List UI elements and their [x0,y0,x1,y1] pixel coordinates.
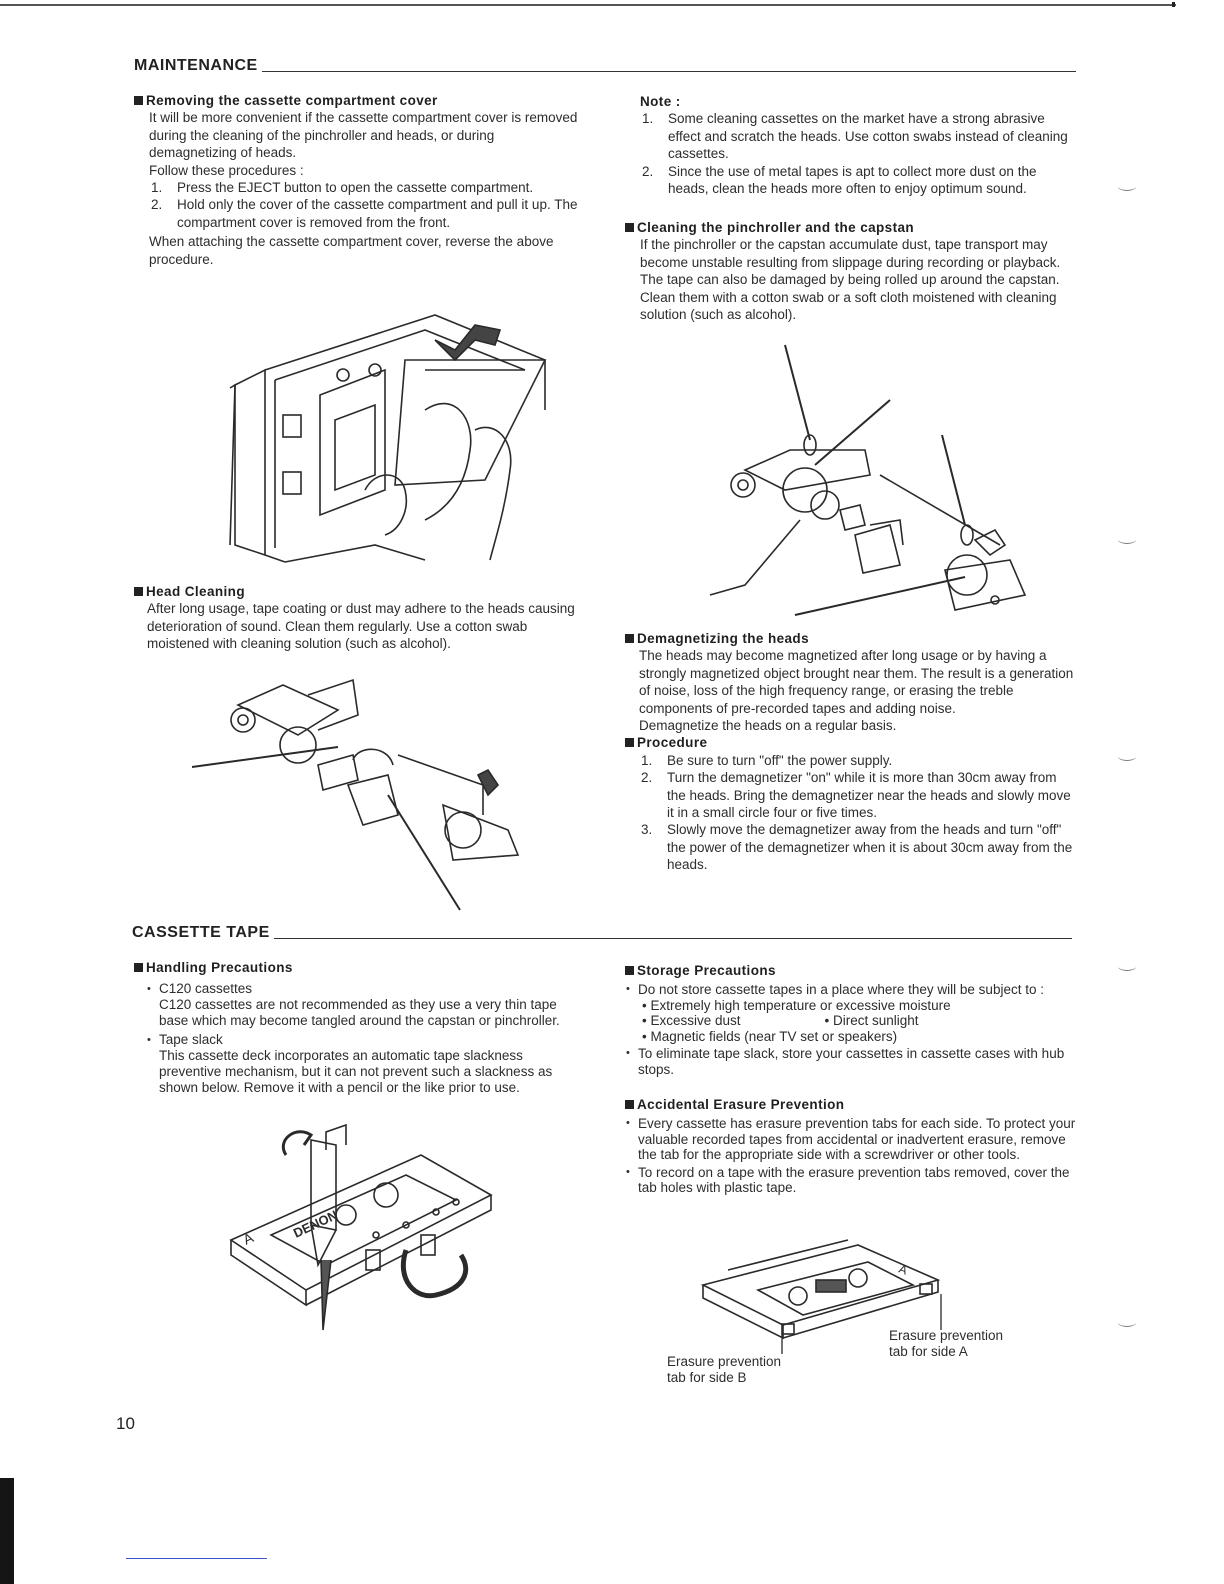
handling-heading: Handling Precautions [134,959,582,977]
slack-text: This cassette deck incorporates an automatic tape slackness preventive mechanism, but it can not prevent such a slackness as shown below. Remove it with a pencil or the like prior to use. [159,1048,553,1095]
erasure-label-side-b: Erasure prevention tab for side B [667,1354,782,1385]
section-title-text: CASSETTE TAPE [132,924,270,941]
erasure-item-text: • Every cassette has erasure prevention tabs for each side. To protect your valuable recorded tapes from accidental or inadvertent erasure, remove the tab for the appropriate side with a screwdriver or other tools. [638,1116,1076,1163]
demagnetizing-text-2: Demagnetize the heads on a regular basis. [639,718,897,734]
head-cleaning-text: After long usage, tape coating or dust may adhere to the heads causing deterioration of sound. Clean them regularly. Use a cotton swab moistened with cleaning solution (such as alcohol). [147,601,575,652]
cassette-brand-label: DENON [290,1207,340,1241]
section-title-text: MAINTENANCE [134,57,258,74]
c120-title: • C120 cassettes [159,981,253,996]
erasure-heading: Accidental Erasure Prevention [625,1096,1077,1114]
demagnetizing-text: The heads may become magnetized after long usage or by having a strongly magnetized object brought near them. The result is a generation of noise, loss of the high frequency range, or erasing the treble components of pre-recorded tapes and adding noise. [639,648,1074,716]
note-item: 2. Since the use of metal tapes is apt to collect more dust on the heads, clean the heads more often to enjoy optimum sound. [642,163,1037,197]
storage-item-text: • Do not store cassette tapes in a place where they will be subject to : [638,982,1044,997]
erasure-side-letter: A [896,1261,910,1278]
erasure-label-side-a: Erasure prevention tab for side A [889,1328,1004,1359]
pinchroller-text-2: Clean them with a cotton swab or a soft cloth moistened with cleaning solution (such as alcohol). [640,289,1057,323]
erasure-item-text: • To record on a tape with the erasure prevention tabs removed, cover the tab holes with plastic tape. [638,1164,1070,1196]
removing-follow: Follow these procedures : [149,162,304,178]
note-heading: Note : [640,94,681,109]
pinchroller-heading: Cleaning the pinchroller and the capstan [625,219,1076,236]
storage-heading: Storage Precautions [625,962,1077,980]
pinchroller-text: If the pinchroller or the capstan accumulate dust, tape transport may become unstable resulting from slippage during recording or playback. The tape can also be damaged by being rolled up around the capstan. [640,237,1061,288]
page-number: 10 [116,1414,135,1433]
demagnetizing-heading: Demagnetizing the heads [625,630,1076,647]
removing-intro: It will be more convenient if the cassette compartment cover is removed during the cleaning of the pinchroller and heads, or during demagnetizing of heads. [149,110,578,161]
removing-heading: Removing the cassette compartment cover [134,92,584,109]
procedure-step: 2. Turn the demagnetizer "on" while it is more than 30cm away from the heads. Bring the demagnetizer near the heads and slowly move it in a small circle four or five times. [641,770,1071,821]
procedure-step: 1. Be sure to turn "off" the power supply. [641,752,893,768]
slack-title: • Tape slack [159,1032,223,1047]
storage-sub-item: • Excessive dust • Direct sunlight [642,1013,919,1029]
removing-step: 1. Press the EJECT button to open the cassette compartment. [151,180,534,196]
head-cleaning-heading: Head Cleaning [134,583,584,600]
procedure-step: 3. Slowly move the demagnetizer away from the heads and turn "off" the power of the demagnetizer when it is about 30cm away from the heads. [641,822,1073,873]
storage-sub-item: • Extremely high temperature or excessive moisture [642,997,951,1013]
procedure-heading: Procedure [625,734,1076,751]
removing-attach: When attaching the cassette compartment cover, reverse the above procedure. [149,234,554,267]
removing-step: 2. Hold only the cover of the cassette compartment and pull it up. The compartment cover is removed from the front. [151,197,578,230]
cassette-side-letter: A [240,1229,256,1248]
c120-text: C120 cassettes are not recommended as they use a very thin tape base which may become tangled around the capstan or pinchroller. [159,997,560,1028]
storage-sub-item: • Magnetic fields (near TV set or speakers) [642,1028,898,1044]
storage-item-text: • To eliminate tape slack, store your cassettes in cassette cases with hub stops. [638,1046,1065,1077]
note-item: 1. Some cleaning cassettes on the market have a strong abrasive effect and scratch the heads. Use cotton swabs instead of cleaning cassettes. [642,111,1068,162]
